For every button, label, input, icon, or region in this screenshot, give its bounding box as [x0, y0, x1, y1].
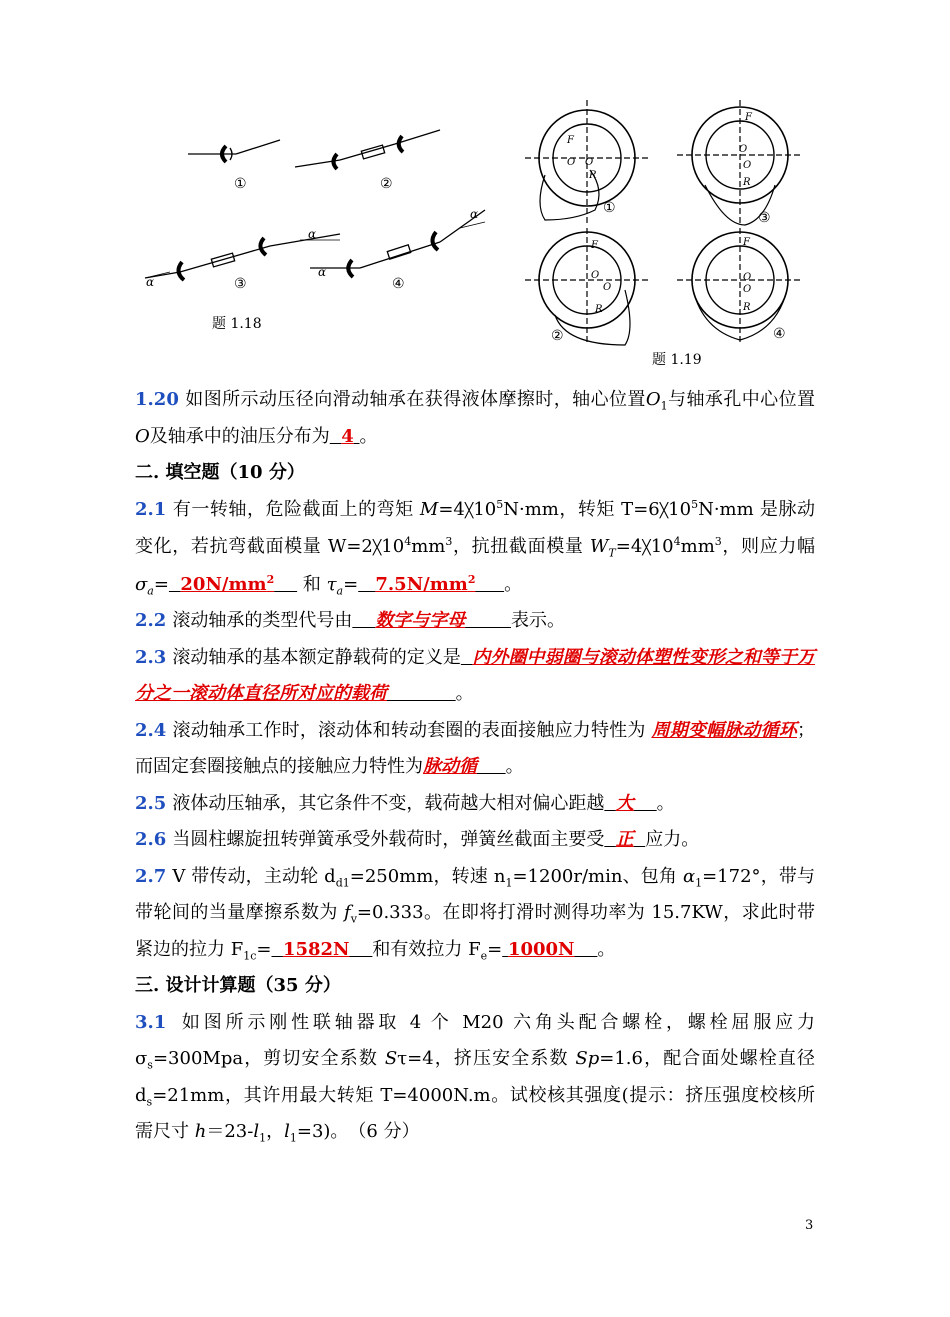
- q2-4-answer-2: 脉动循: [423, 756, 477, 777]
- section-3-title: 三. 设计计算题（35 分）: [135, 975, 341, 996]
- fig119-label-1: ①: [603, 200, 616, 216]
- q2-6: [135, 822, 815, 859]
- q2-1: 2.1 有一转轴，危险截面上的弯矩 $M=4╳10^5N\cdot mm$，转矩 $T=6╳10^5N\cdot mm$ 是脉动变化，若抗弯截面模量 $W=2╳10^4mm^3$，抗扭截面模量 $W_T=4╳10^4mm^3$，则应力幅 $\sigma_a= 20N/mm^2$ 和 $\tau_a=$ $7.5N/mm^2$ 。: [135, 497, 815, 598]
- q2-5-answer: 大: [615, 792, 634, 814]
- svg-text:O: O: [739, 144, 748, 155]
- q2-4-text-a: 滚动轴承工作时，滚动体和转动套圈的表面接触应力特性为: [172, 719, 646, 741]
- svg-text:F: F: [591, 240, 598, 251]
- fig118-label-4: ④: [392, 276, 405, 292]
- q2-7-number: 2.7: [135, 865, 167, 887]
- q2-1-answer-1: $20N/mm^2$: [180, 572, 275, 595]
- q2-3-number: 2.3: [135, 646, 167, 668]
- svg-text:O: O: [743, 160, 752, 171]
- q2-2-number: 2.2: [135, 610, 167, 631]
- q1-20-text-d: 。: [359, 425, 378, 447]
- svg-text:R: R: [589, 170, 597, 181]
- q2-2: [135, 603, 815, 640]
- q2-4-text-c: 。: [505, 756, 524, 777]
- page-number: 3: [805, 1218, 814, 1233]
- fig119-label-2: ②: [551, 328, 564, 344]
- main-text: [135, 382, 815, 1151]
- q2-1-number: 2.1: [135, 498, 167, 520]
- q2-2-text-b: 表示。: [511, 610, 565, 631]
- fig118-caption: 题 1.18: [212, 316, 262, 332]
- svg-text:F: F: [743, 237, 750, 248]
- fig118-label-2: ②: [380, 176, 393, 192]
- svg-text:α: α: [318, 265, 327, 279]
- q1-20-number: 1.20: [135, 389, 179, 410]
- q2-3-text-a: 滚动轴承的基本额定静载荷的定义是: [172, 646, 461, 668]
- q2-5-text-a: 液体动压轴承，其它条件不变，载荷越大相对偏心距越: [172, 792, 605, 814]
- q1-20-text-a: 如图所示动压径向滑动轴承在获得液体摩擦时，轴心位置: [184, 389, 646, 410]
- fig119-caption: 题 1.19: [652, 352, 702, 368]
- q3-1-number: 3.1: [135, 1011, 167, 1033]
- svg-text:O: O: [585, 157, 594, 168]
- q1-20-answer: 4: [341, 425, 354, 447]
- figure-1-18: [140, 110, 520, 340]
- q2-6-answer: 正: [615, 829, 634, 850]
- q2-1-answer-2: $7.5N/mm^2$: [375, 572, 476, 595]
- svg-text:O: O: [591, 270, 600, 281]
- svg-text:F: F: [567, 135, 574, 146]
- svg-text:R: R: [595, 304, 603, 315]
- q1-20-o: O: [135, 425, 150, 447]
- q2-5-number: 2.5: [135, 792, 167, 814]
- svg-text:R: R: [743, 302, 751, 313]
- q2-5-text-b: 。: [656, 792, 675, 814]
- q2-4-text-b: ；而固定套圈接触点的接触应力特性为: [135, 719, 815, 777]
- q1-20-text-b: 与轴承孔中心位置: [667, 389, 816, 410]
- q2-2-answer: 数字与字母: [375, 610, 466, 631]
- figure-1-19: [525, 100, 825, 350]
- q2-4-number: 2.4: [135, 719, 167, 741]
- q2-7-answer-2: 1000N: [507, 938, 575, 960]
- q2-7: 2.7 V 带传动，主动轮 $d_{d1}=250mm$，转速 $n_1=1200r/\min$、包角 $\alpha_1=172^\circ$，带与带轮间的当量摩擦系数为 $f_v=0.333$。在即将打滑时测得功率为 15.7KW，求此时带紧边的拉力 $F_{1c}= 1582N$ 和有效拉力 $F_e= 1000N$ 。: [135, 865, 816, 963]
- q2-3-text-b: 。: [455, 683, 474, 704]
- svg-text:F: F: [745, 112, 752, 123]
- svg-text:α: α: [308, 227, 317, 241]
- svg-text:O: O: [567, 157, 576, 168]
- q2-3-answer: 内外圈中弱圈与滚动体塑性变形之和等于万分之一滚动体直径所对应的载荷: [135, 646, 815, 704]
- q1-20-o1-sub: 1: [660, 399, 668, 413]
- fig118-label-1: ①: [234, 176, 247, 192]
- q2-5: [135, 786, 815, 823]
- q2-4-answer-1: 周期变幅脉动循环: [651, 719, 797, 741]
- svg-text:O: O: [743, 272, 752, 283]
- fig119-label-3: ③: [758, 210, 771, 226]
- svg-text:O: O: [743, 284, 752, 295]
- q3-1: 3.1 如图所示刚性联轴器取 4 个 M20 六角头配合螺栓，螺栓屈服应力 $\sigma_s=300Mpa$，剪切安全系数 Sτ=4，挤压安全系数 Sp=1.6，配合面处螺栓直径 $d_s=21mm$，其许用最大转矩 T=4000N.m。试校核其强度(提示：挤压强度校核所需尺寸 $h=23-l_1$，$l_1=3$)。 （6 分）: [135, 1011, 815, 1145]
- svg-text:α: α: [146, 275, 155, 289]
- q2-6-text-b: 应力。: [645, 829, 700, 850]
- q2-6-number: 2.6: [135, 829, 167, 850]
- fig119-label-4: ④: [773, 326, 786, 342]
- q1-20-o1: O: [645, 389, 661, 410]
- q1-20-text-c: 及轴承中的油压分布为: [149, 425, 330, 447]
- q2-4: [135, 713, 815, 786]
- svg-text:R: R: [743, 177, 751, 188]
- section-2-title: 二. 填空题（10 分）: [135, 462, 305, 483]
- q2-6-text-a: 当圆柱螺旋扭转弹簧承受外载荷时，弹簧丝截面主要受: [172, 829, 605, 850]
- svg-text:α: α: [470, 207, 479, 221]
- q2-7-answer-1: 1582N: [282, 938, 350, 960]
- svg-text:O: O: [603, 282, 612, 293]
- q2-2-text-a: 滚动轴承的类型代号由: [172, 610, 353, 631]
- fig118-label-3: ③: [234, 276, 247, 292]
- q2-3: [135, 640, 815, 713]
- q1-20: [135, 382, 815, 455]
